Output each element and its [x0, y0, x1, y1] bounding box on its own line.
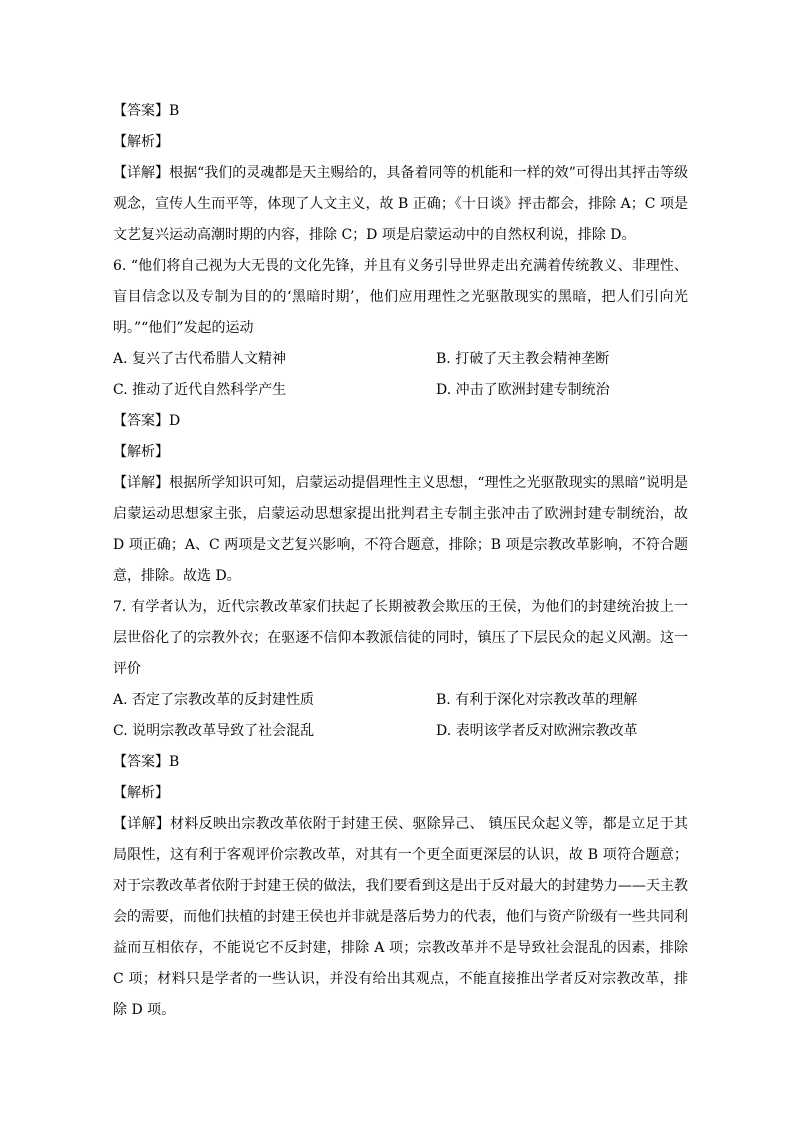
q6-option-b: B. 打破了天主教会精神垄断	[436, 351, 610, 367]
q7-option-c: C. 说明宗教改革导致了社会混乱	[113, 723, 315, 739]
q7-options-row-2	[113, 716, 688, 747]
q6-option-c: C. 推动了近代自然科学产生	[113, 382, 287, 398]
q7-option-b: B. 有利于深化对宗教改革的理解	[436, 692, 638, 708]
q5-analysis-heading: 【解析】	[113, 134, 169, 150]
q6-detail: 【详解】根据所学知识可知，启蒙运动提倡理性主义思想，“理性之光驱散现实的黑暗”说明是启蒙运动思想家主张，启蒙运动思想家提出批判君主专制主张冲击了欧洲封建专制统治，故 D 项正确；A、C 两项是文艺复兴影响，不符合题意，排除；B 项是宗教改革影响，不符合题意，排除。故选 D。	[113, 475, 688, 584]
q7-option-d: D. 表明该学者反对欧洲宗教改革	[436, 723, 638, 739]
q6-options-row-1	[113, 344, 688, 375]
q6-option-a: A. 复兴了古代希腊人文精神	[113, 351, 287, 367]
q6-stem: 6. “他们将自己视为大无畏的文化先锋，并且有义务引导世界走出充满着传统教义、非理性、盲目信念以及专制为目的的‘黑暗时期’，他们应用理性之光驱散现实的黑暗，把人们引向光明。”“他们”发起的运动	[113, 258, 688, 336]
q6-analysis-heading: 【解析】	[113, 444, 169, 460]
q5-detail: 【详解】根据“我们的灵魂都是天主赐给的，具备着同等的机能和一样的效”可得出其抨击等级观念，宣传人生而平等，体现了人文主义，故 B 正确；《十日谈》抨击都会，排除 A；C 项是文艺复兴运动高潮时期的内容，排除 C；D 项是启蒙运动中的自然权利说，排除 D。	[113, 165, 688, 243]
q7-answer: 【答案】B	[113, 754, 180, 770]
q5-answer: 【答案】B	[113, 103, 180, 119]
q7-detail: 【详解】材料反映出宗教改革依附于封建王侯、驱除异己、 镇压民众起义等，都是立足于其局限性，这有利于客观评价宗教改革，对其有一个更全面更深层的认识，故 B 项符合题意；对于宗教改革者依附于封建王侯的做法，我们要看到这是出于反对最大的封建势力——天主教会的需要，而他们扶植的封建王侯也并非就是落后势力的代表，他们与资产阶级有一些共同利益而互相依存，不能说它不反封建，排除 A 项；宗教改革并不是导致社会混乱的因素，排除 C 项；材料只是学者的一些认识，并没有给出其观点，不能直接推出学者反对宗教改革，排除 D 项。	[113, 816, 688, 1018]
q7-option-a: A. 否定了宗教改革的反封建性质	[113, 692, 315, 708]
q6-answer: 【答案】D	[113, 413, 181, 429]
q7-options-row-1	[113, 685, 688, 716]
q6-options-row-2	[113, 375, 688, 406]
document-page	[113, 96, 688, 1026]
q7-analysis-heading: 【解析】	[113, 785, 169, 801]
q7-stem: 7. 有学者认为，近代宗教改革家们扶起了长期被教会欺压的王侯，为他们的封建统治披上一层世俗化了的宗教外衣；在驱逐不信仰本教派信徒的同时，镇压了下层民众的起义风潮。这一评价	[113, 599, 688, 677]
q6-option-d: D. 冲击了欧洲封建专制统治	[436, 382, 610, 398]
